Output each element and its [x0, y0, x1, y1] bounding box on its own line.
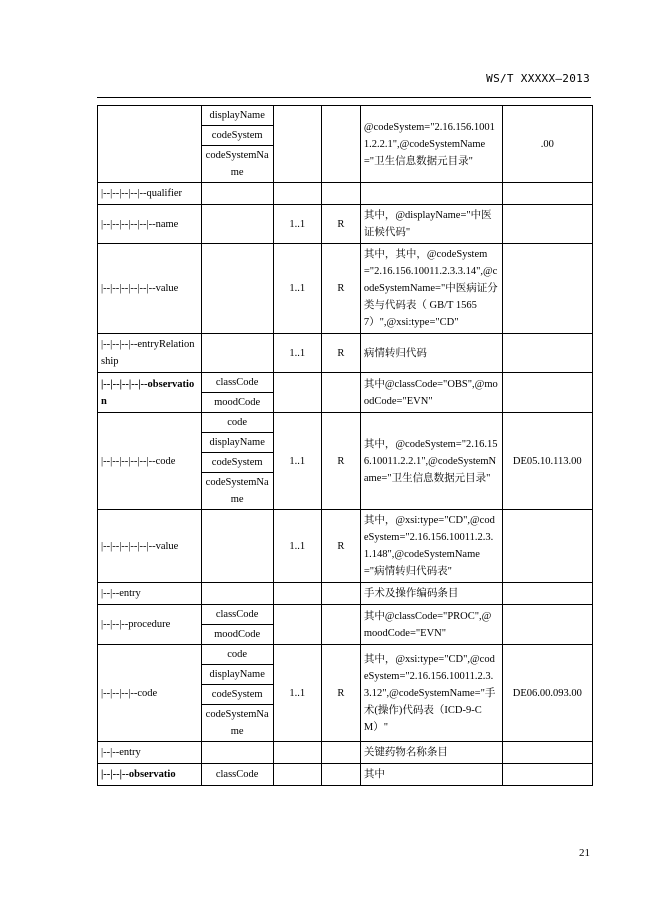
spec-table — [97, 105, 593, 786]
constraint-cell: R — [321, 205, 360, 244]
attribute-cell — [201, 183, 273, 205]
attribute-cell — [201, 583, 273, 605]
attribute-name: displayName — [209, 110, 265, 121]
element-name-cell: |--|--|--|--|--|--name — [98, 205, 202, 244]
attribute-name: codeSystemName — [202, 704, 273, 741]
description-cell: 手术及操作编码条目 — [360, 583, 502, 605]
cardinality-cell — [273, 764, 321, 786]
attribute-cell — [201, 764, 273, 786]
constraint-cell: R — [321, 334, 360, 373]
table-row — [98, 373, 593, 413]
description-cell: @codeSystem="2.16.156.10011.2.2.1",@codeSystemName="卫生信息数据元目录" — [360, 106, 502, 183]
constraint-cell: R — [321, 510, 360, 583]
spec-table-body — [98, 106, 593, 786]
table-row — [98, 605, 593, 645]
element-name-cell — [98, 106, 202, 183]
constraint-cell — [321, 742, 360, 764]
table-row — [98, 205, 593, 244]
table-row — [98, 106, 593, 183]
standard-code: WS/T XXXXX—2013 — [486, 72, 590, 85]
element-name-cell: |--|--|--|--|--|--value — [98, 244, 202, 334]
table-row — [98, 510, 593, 583]
attribute-cell — [201, 413, 273, 510]
description-cell: 关键药物名称条目 — [360, 742, 502, 764]
attribute-name: codeSystem — [202, 125, 273, 145]
attribute-name: displayName — [202, 664, 273, 684]
data-element-code-cell — [502, 205, 592, 244]
constraint-cell: R — [321, 645, 360, 742]
cardinality-cell: 1..1 — [273, 510, 321, 583]
table-row — [98, 183, 593, 205]
table-row — [98, 334, 593, 373]
attribute-name: code — [227, 649, 248, 660]
element-name-cell: |--|--entry — [98, 583, 202, 605]
cardinality-cell — [273, 106, 321, 183]
cardinality-cell — [273, 183, 321, 205]
element-name-cell: |--|--|--|--entryRelationship — [98, 334, 202, 373]
attribute-name: classCode — [215, 609, 259, 620]
cardinality-cell: 1..1 — [273, 413, 321, 510]
element-name-cell: |--|--|--|--|--qualifier — [98, 183, 202, 205]
attribute-cell — [201, 244, 273, 334]
constraint-cell — [321, 583, 360, 605]
attribute-cell — [201, 605, 273, 645]
data-element-code-cell: DE06.00.093.00 — [502, 645, 592, 742]
constraint-cell — [321, 183, 360, 205]
description-cell: 其中，其中，@codeSystem="2.16.156.10011.2.3.3.14",@codeSystemName="中医病证分类与代码表（ GB/T 15657）",@xsi:type="CD" — [360, 244, 502, 334]
cardinality-cell: 1..1 — [273, 645, 321, 742]
attribute-name: classCode — [215, 377, 259, 388]
attribute-cell — [201, 645, 273, 742]
element-name-cell: |--|--entry — [98, 742, 202, 764]
constraint-cell: R — [321, 413, 360, 510]
description-cell: 其中@classCode="OBS",@moodCode="EVN" — [360, 373, 502, 413]
attribute-name: codeSystemName — [202, 472, 273, 509]
description-cell: 其中，@codeSystem="2.16.156.10011.2.2.1",@codeSystemName="卫生信息数据元目录" — [360, 413, 502, 510]
data-element-code-cell: DE05.10.113.00 — [502, 413, 592, 510]
cardinality-cell — [273, 583, 321, 605]
data-element-code-cell — [502, 764, 592, 786]
element-name-cell: |--|--|--|--|--observation — [98, 373, 202, 413]
element-name-cell: |--|--|--procedure — [98, 605, 202, 645]
table-row — [98, 244, 593, 334]
data-element-code-cell — [502, 583, 592, 605]
description-cell — [360, 183, 502, 205]
constraint-cell — [321, 764, 360, 786]
data-element-code-cell — [502, 605, 592, 645]
data-element-code-cell — [502, 244, 592, 334]
data-element-code-cell — [502, 510, 592, 583]
data-element-code-cell — [502, 373, 592, 413]
attribute-name: code — [227, 417, 248, 428]
attribute-cell — [201, 106, 273, 183]
description-cell: 其中@classCode="PROC",@moodCode="EVN" — [360, 605, 502, 645]
attribute-cell — [201, 205, 273, 244]
cardinality-cell — [273, 742, 321, 764]
element-name-cell: |--|--|--|--|--|--code — [98, 413, 202, 510]
cardinality-cell — [273, 373, 321, 413]
constraint-cell — [321, 605, 360, 645]
attribute-name: moodCode — [202, 392, 273, 412]
table-row — [98, 742, 593, 764]
attribute-name: classCode — [215, 769, 259, 780]
attribute-name: codeSystem — [202, 452, 273, 472]
description-cell: 其中，@xsi:type="CD",@codeSystem="2.16.156.10011.2.3.1.148",@codeSystemName="病情转归代码表" — [360, 510, 502, 583]
attribute-cell — [201, 373, 273, 413]
cardinality-cell: 1..1 — [273, 334, 321, 373]
cardinality-cell: 1..1 — [273, 205, 321, 244]
data-element-code-cell — [502, 334, 592, 373]
attribute-name: codeSystemName — [202, 145, 273, 182]
cardinality-cell: 1..1 — [273, 244, 321, 334]
element-name-cell: |--|--|--|--|--|--value — [98, 510, 202, 583]
constraint-cell — [321, 106, 360, 183]
constraint-cell: R — [321, 244, 360, 334]
table-row — [98, 645, 593, 742]
attribute-cell — [201, 334, 273, 373]
description-cell: 其中，@xsi:type="CD",@codeSystem="2.16.156.10011.2.3.3.12",@codeSystemName="手术(操作)代码表（ICD-9-CM）" — [360, 645, 502, 742]
table-row — [98, 764, 593, 786]
page-number: 21 — [579, 847, 590, 859]
cardinality-cell — [273, 605, 321, 645]
element-name-cell: |--|--|--|--code — [98, 645, 202, 742]
description-cell: 其中，@displayName="中医证候代码" — [360, 205, 502, 244]
attribute-cell — [201, 742, 273, 764]
attribute-name: displayName — [202, 432, 273, 452]
attribute-cell — [201, 510, 273, 583]
element-name-cell: |--|--|--observatio — [98, 764, 202, 786]
table-row — [98, 583, 593, 605]
description-cell: 其中 — [360, 764, 502, 786]
table-row — [98, 413, 593, 510]
data-element-code-cell — [502, 742, 592, 764]
data-element-code-cell — [502, 183, 592, 205]
data-element-code-cell: .00 — [502, 106, 592, 183]
attribute-name: codeSystem — [202, 684, 273, 704]
description-cell: 病情转归代码 — [360, 334, 502, 373]
header-rule — [97, 97, 591, 98]
attribute-name: moodCode — [202, 624, 273, 644]
constraint-cell — [321, 373, 360, 413]
